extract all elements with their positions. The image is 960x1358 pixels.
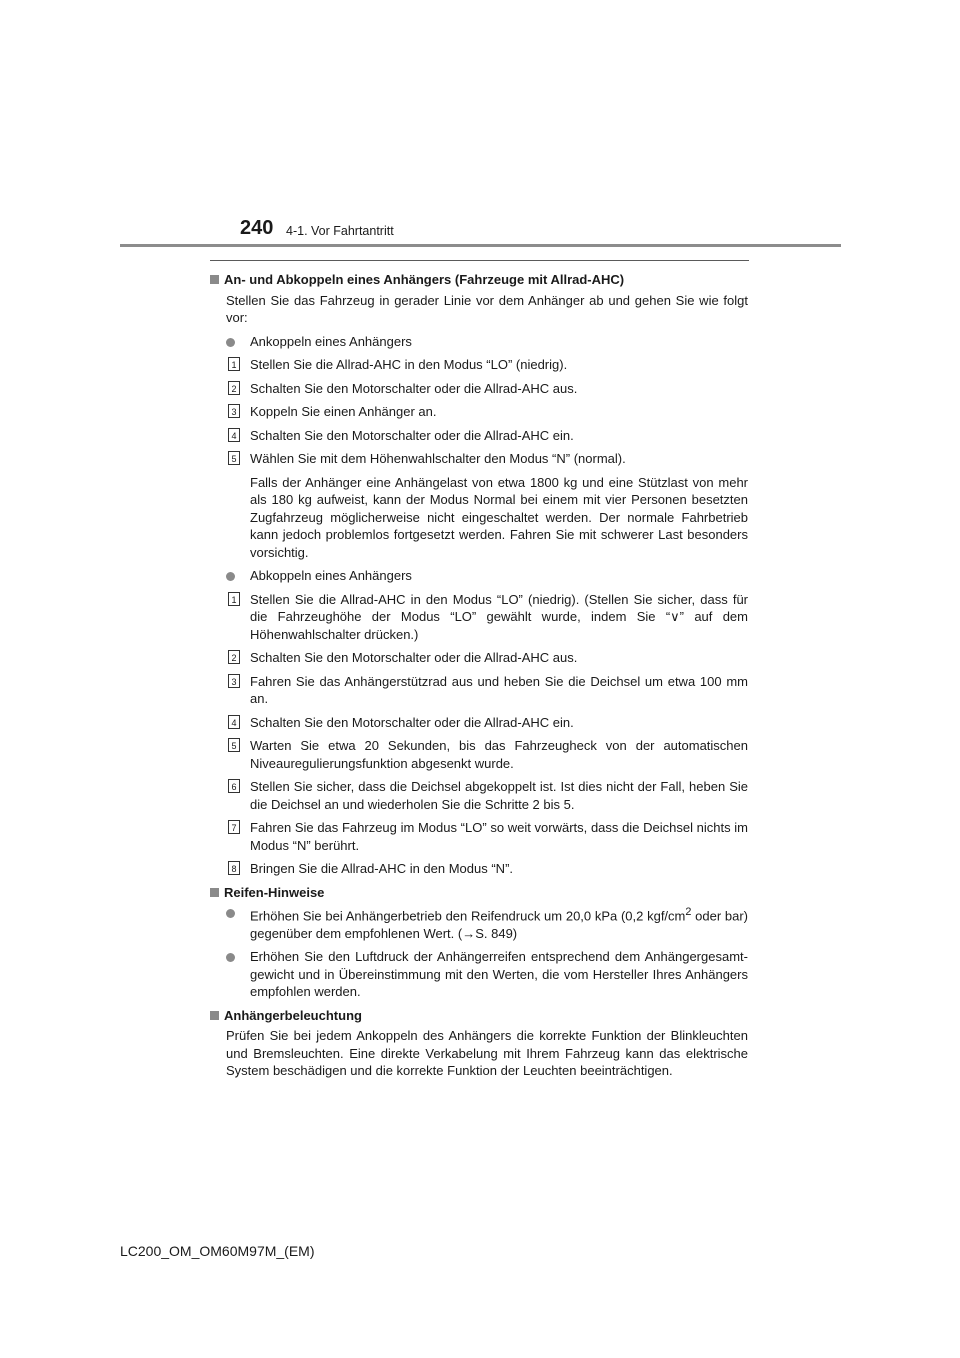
tires-bullet: Erhöhen Sie bei Anhängerbetrieb den Reifendruck um 20,0 kPa (0,2 kgf/$cm^2$ oder bar) gegenüber dem empfohlenen Wert. (→S. 849) [210,904,748,942]
step-number-badge: 5 [228,451,240,465]
step-number-badge: 3 [228,674,240,688]
detach-step: 3 Fahren Sie das Anhängerstützrad aus und heben Sie die Deichsel um etwa 100 mm an. [210,673,748,708]
attach-step: 1 Stellen Sie die Allrad-AHC in den Modus “LO” (niedrig). [210,356,748,374]
circle-bullet-icon [226,909,235,918]
step-number-badge: 2 [228,381,240,395]
coupling-intro: Stellen Sie das Fahrzeug in gerader Linie vor dem Anhänger ab und gehen Sie wie folgt vor: [226,292,748,325]
step-number-badge: 5 [228,738,240,752]
tires-heading: Reifen-Hinweise [210,884,748,902]
attach-step: 4 Schalten Sie den Motorschalter oder die Allrad-AHC ein. [210,427,748,445]
step-number-badge: 1 [228,592,240,606]
detach-step: 6 Stellen Sie sicher, dass die Deichsel abgekoppelt ist. Ist dies nicht der Fall, heben Sie die Deichsel an und wiederholen Sie die Schritte 2 bis 5. [210,778,748,813]
detach-step: 8 Bringen Sie die Allrad-AHC in den Modus “N”. [210,860,748,878]
attach-note: Falls der Anhänger eine Anhängelast von etwa 1800 kg und eine Stützlast von mehr als 180 kg aufweist, kann der Modus Normal bei einem mit vier Personen besetzten Zugfahrzeug möglicherweise nicht eingeschaltet werden. Der normale Fahrbetrieb kann jedoch problemlos fortgesetzt werden. Fahren Sie mit schwerer Last besonders vorsichtig. [250,474,748,560]
detach-step: 1 Stellen Sie die Allrad-AHC in den Modus “LO” (niedrig). (Stellen Sie sicher, dass für die Fahrzeughöhe der Modus “LO” gewählt wurde, indem Sie “∨” auf dem Höhenwahlschalter drücken.) [210,591,748,644]
step-number-badge: 8 [228,861,240,875]
step-number-badge: 4 [228,715,240,729]
content-top-rule [210,260,749,261]
lighting-text: Prüfen Sie bei jedem Ankoppeln des Anhängers die korrekte Funktion der Blinkleuchten und Bremsleuchten. Eine direkte Verkabelung mit Ihrem Fahrzeug kann das elektrische System beschädigen und die korrekte Funktion der Leuchten beeinträchtigen. [226,1028,748,1079]
square-bullet-icon [210,1011,219,1020]
attach-step: 5 Wählen Sie mit dem Höhenwahlschalter den Modus “N” (normal). [210,450,748,468]
tires-bullet: Erhöhen Sie den Luftdruck der Anhängerreifen entsprechend dem Anhängergesamtgewicht und in Übereinstimmung mit den Werten, die vom Hersteller Ihres Anhängers empfohlen werden. [210,948,748,1001]
detach-step: 2 Schalten Sie den Motorschalter oder die Allrad-AHC aus. [210,649,748,667]
step-number-badge: 1 [228,357,240,371]
step-number-badge: 3 [228,404,240,418]
header-rule [120,244,841,247]
square-bullet-icon [210,888,219,897]
step-number-badge: 6 [228,779,240,793]
section-label: 4-1. Vor Fahrtantritt [286,224,394,238]
circle-bullet-icon [226,572,235,581]
detach-step: 4 Schalten Sie den Motorschalter oder die Allrad-AHC ein. [210,714,748,732]
detach-subheading: Abkoppeln eines Anhängers [210,567,748,585]
coupling-heading: An- und Abkoppeln eines Anhängers (Fahrzeuge mit Allrad-AHC) [210,271,748,289]
lighting-heading: Anhängerbeleuchtung [210,1007,748,1025]
step-number-badge: 2 [228,650,240,664]
attach-subheading: Ankoppeln eines Anhängers [210,333,748,351]
step-number-badge: 7 [228,820,240,834]
footer-code: LC200_OM_OM60M97M_(EM) [120,1243,315,1259]
attach-step: 3 Koppeln Sie einen Anhänger an. [210,403,748,421]
detach-step: 7 Fahren Sie das Fahrzeug im Modus “LO” so weit vorwärts, dass die Deichsel nichts im Modus “N” berührt. [210,819,748,854]
step-number-badge: 4 [228,428,240,442]
circle-bullet-icon [226,953,235,962]
circle-bullet-icon [226,338,235,347]
detach-step: 5 Warten Sie etwa 20 Sekunden, bis das Fahrzeugheck von der automatischen Niveauregulierungsfunktion abgesenkt wurde. [210,737,748,772]
square-bullet-icon [210,275,219,284]
page-number: 240 [240,217,274,239]
page-content [210,271,748,1086]
attach-step: 2 Schalten Sie den Motorschalter oder die Allrad-AHC aus. [210,380,748,398]
